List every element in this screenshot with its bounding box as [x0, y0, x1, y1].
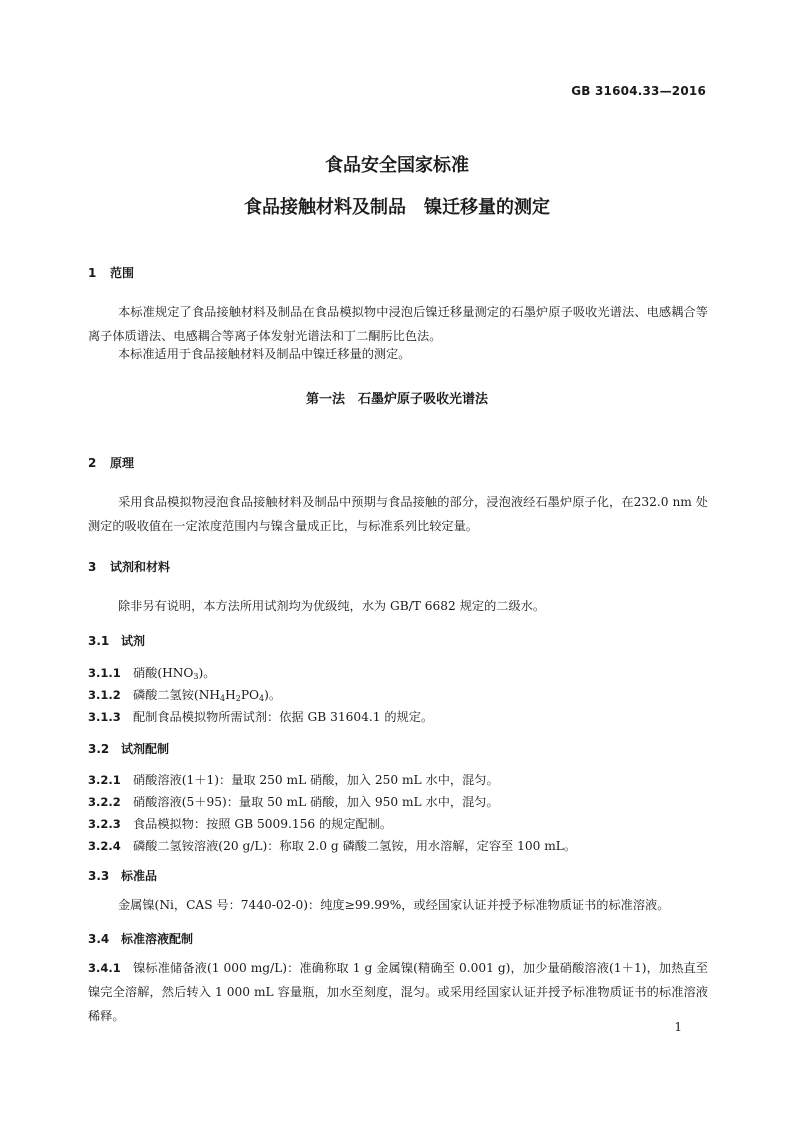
section-number: 1 — [88, 266, 97, 280]
item-3-2-3: 3.2.3 食品模拟物：按照 GB 5009.156 的规定配制。 — [88, 817, 393, 831]
paragraph-standard: 金属镍(Ni，CAS 号：7440-02-0)：纯度≥99.99%，或经国家认证并授予标准物质证书的标准溶液。 — [118, 898, 670, 912]
paragraph-scope-2: 本标准适用于食品接触材料及制品中镍迁移量的测定。 — [118, 347, 411, 361]
document-subtitle: 食品接触材料及制品 镍迁移量的测定 — [244, 197, 550, 218]
paragraph-principle: 采用食品模拟物浸泡食品接触材料及制品中预期与食品接触的部分，浸泡液经石墨炉原子化，在232.0 nm 处测定的吸收值在一定浓度范围内与镍含量成正比，与标准系列比较定量。 — [88, 495, 708, 533]
item-3-2-2: 3.2.2 硝酸溶液(5＋95)：量取 50 mL 硝酸，加入 950 mL 水中，混匀。 — [88, 795, 499, 809]
subsection-heading-3-3: 3.3 标准品 — [88, 869, 158, 883]
document-number: GB 31604.33—2016 — [571, 84, 706, 98]
section-heading-2 — [88, 454, 134, 471]
section-number: 2 — [88, 456, 97, 470]
item-3-1-3: 3.1.3 配制食品模拟物所需试剂：依据 GB 31604.1 的规定。 — [88, 710, 434, 724]
paragraph-reagents: 除非另有说明，本方法所用试剂均为优级纯，水为 GB/T 6682 规定的二级水。 — [118, 599, 546, 613]
section-heading-1 — [88, 264, 134, 281]
document-title: 食品安全国家标准 — [325, 155, 469, 176]
page-number: 1 — [674, 1020, 682, 1034]
item-3-4-1: 3.4.1 镍标准储备液(1 000 mg/L)：准确称取 1 g 金属镍(精确至 0.001 g)，加少量硝酸溶液(1＋1)，加热直至镍完全溶解，然后转入 1 000 mL 容量瓶，加水至刻度，混匀。或采用经国家认证并授予标准物质证书的标准溶液稀释。 — [88, 961, 708, 1023]
method-title: 第一法 石墨炉原子吸收光谱法 — [305, 392, 488, 407]
section-heading-3 — [88, 558, 170, 575]
section-number: 3 — [88, 560, 97, 574]
subsection-heading-3-1: 3.1 试剂 — [88, 634, 146, 648]
subsection-heading-3-2: 3.2 试剂配制 — [88, 742, 170, 756]
section-title: 原理 — [110, 456, 135, 470]
item-3-1-1: 3.1.1 硝酸$(HNO_3)$。 — [88, 666, 216, 681]
section-title: 范围 — [110, 266, 135, 280]
item-3-2-1: 3.2.1 硝酸溶液(1＋1)：量取 250 mL 硝酸，加入 250 mL 水中，混匀。 — [88, 773, 499, 787]
item-3-2-4: 3.2.4 磷酸二氢铵溶液(20 g/L)：称取 2.0 g 磷酸二氢铵，用水溶解，定容至 100 mL。 — [88, 839, 577, 853]
item-3-1-2: 3.1.2 磷酸二氢铵$(NH_4H_2PO_4)$。 — [88, 688, 282, 703]
section-title: 试剂和材料 — [110, 560, 171, 574]
subsection-heading-3-4: 3.4 标准溶液配制 — [88, 932, 194, 946]
paragraph-scope-1: 本标准规定了食品接触材料及制品在食品模拟物中浸泡后镍迁移量测定的石墨炉原子吸收光谱法、电感耦合等离子体质谱法、电感耦合等离子体发射光谱法和丁二酮肟比色法。 — [88, 305, 708, 343]
